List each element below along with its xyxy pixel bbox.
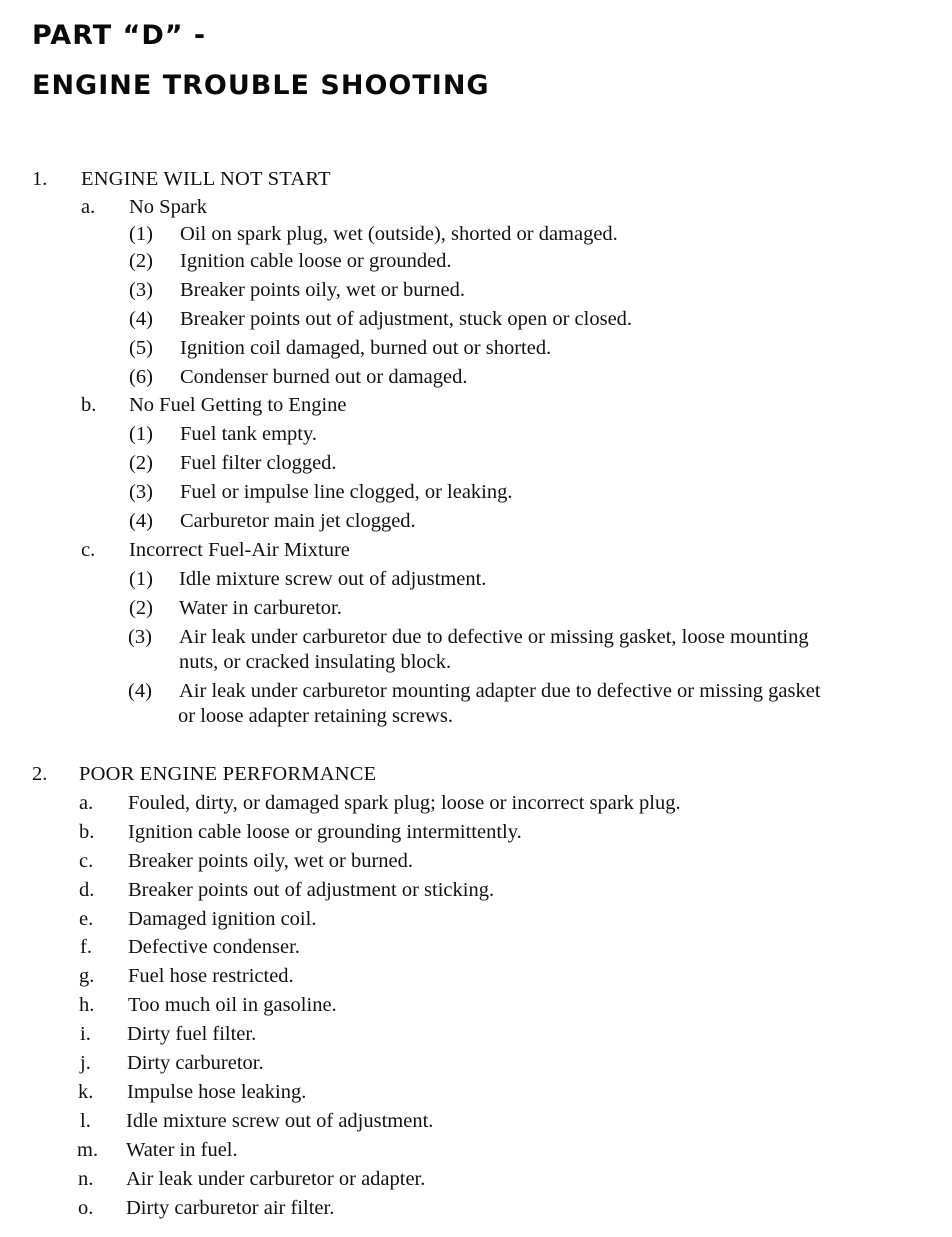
item-letter: f. bbox=[80, 936, 92, 958]
item-text: nuts, or cracked insulating block. bbox=[179, 651, 452, 673]
item-text: Fuel tank empty. bbox=[180, 423, 318, 445]
item-letter: l. bbox=[80, 1110, 91, 1132]
item-text: Air leak under carburetor or adapter. bbox=[126, 1168, 426, 1190]
subsection-letter: a. bbox=[81, 196, 96, 218]
item-text: Condenser burned out or damaged. bbox=[180, 366, 468, 388]
item-text: Impulse hose leaking. bbox=[127, 1081, 307, 1103]
item-number: (2) bbox=[129, 250, 153, 272]
item-number: (2) bbox=[129, 597, 153, 619]
item-text: Fuel or impulse line clogged, or leaking. bbox=[180, 481, 513, 503]
item-letter: c. bbox=[79, 850, 94, 872]
subsection-letter: b. bbox=[81, 394, 97, 416]
item-text: Defective condenser. bbox=[128, 936, 300, 958]
item-text: Breaker points oily, wet or burned. bbox=[128, 850, 414, 872]
item-text: Idle mixture screw out of adjustment. bbox=[126, 1110, 434, 1132]
item-text: Dirty carburetor. bbox=[127, 1052, 264, 1074]
item-text: Breaker points oily, wet or burned. bbox=[180, 279, 466, 301]
item-letter: e. bbox=[79, 908, 94, 930]
item-text: Water in fuel. bbox=[126, 1139, 238, 1161]
item-letter: b. bbox=[79, 821, 95, 843]
item-text: Dirty carburetor air filter. bbox=[126, 1197, 335, 1219]
item-number: (3) bbox=[129, 279, 153, 301]
item-number: (3) bbox=[128, 626, 152, 648]
page-title: ENGINE TROUBLE SHOOTING bbox=[32, 70, 490, 101]
item-number: (1) bbox=[129, 223, 153, 245]
item-letter: a. bbox=[79, 792, 94, 814]
subsection-letter: c. bbox=[81, 539, 96, 561]
item-text: Fuel filter clogged. bbox=[180, 452, 337, 474]
item-letter: n. bbox=[78, 1168, 94, 1190]
item-text: Water in carburetor. bbox=[179, 597, 342, 619]
item-text: Idle mixture screw out of adjustment. bbox=[179, 568, 487, 590]
subsection-title: No Spark bbox=[129, 196, 208, 218]
item-text: Ignition cable loose or grounding intermittently. bbox=[128, 821, 522, 843]
item-letter: o. bbox=[78, 1197, 94, 1219]
item-text: Damaged ignition coil. bbox=[128, 908, 317, 930]
section-title: ENGINE WILL NOT START bbox=[81, 168, 331, 190]
section-number: 1. bbox=[32, 168, 48, 190]
item-text: Ignition cable loose or grounded. bbox=[180, 250, 452, 272]
item-number: (2) bbox=[129, 452, 153, 474]
section-number: 2. bbox=[32, 763, 48, 785]
part-heading: PART “D” - bbox=[32, 20, 207, 51]
subsection-title: No Fuel Getting to Engine bbox=[129, 394, 347, 416]
item-text: Breaker points out of adjustment or sticking. bbox=[128, 879, 495, 901]
item-text: Dirty fuel filter. bbox=[127, 1023, 257, 1045]
item-number: (5) bbox=[129, 337, 153, 359]
item-text: Oil on spark plug, wet (outside), shorted or damaged. bbox=[180, 223, 618, 245]
item-text: Carburetor main jet clogged. bbox=[180, 510, 416, 532]
item-number: (3) bbox=[129, 481, 153, 503]
item-letter: k. bbox=[78, 1081, 94, 1103]
item-letter: h. bbox=[79, 994, 95, 1016]
item-number: (1) bbox=[129, 423, 153, 445]
item-letter: j. bbox=[80, 1052, 91, 1074]
item-letter: g. bbox=[79, 965, 95, 987]
item-number: (4) bbox=[128, 680, 152, 702]
item-number: (4) bbox=[129, 308, 153, 330]
item-text: Air leak under carburetor due to defective or missing gasket, loose mounting bbox=[179, 626, 809, 648]
item-letter: m. bbox=[77, 1139, 99, 1161]
item-text: Air leak under carburetor mounting adapter due to defective or missing gasket bbox=[179, 680, 821, 702]
section-title: POOR ENGINE PERFORMANCE bbox=[79, 763, 377, 785]
item-text: Fuel hose restricted. bbox=[128, 965, 294, 987]
item-number: (1) bbox=[129, 568, 153, 590]
item-text: Too much oil in gasoline. bbox=[128, 994, 337, 1016]
item-number: (6) bbox=[129, 366, 153, 388]
item-text: Ignition coil damaged, burned out or shorted. bbox=[180, 337, 552, 359]
item-letter: i. bbox=[80, 1023, 91, 1045]
item-text: Fouled, dirty, or damaged spark plug; loose or incorrect spark plug. bbox=[128, 792, 681, 814]
item-letter: d. bbox=[79, 879, 95, 901]
item-text: or loose adapter retaining screws. bbox=[178, 705, 453, 727]
item-number: (4) bbox=[129, 510, 153, 532]
item-text: Breaker points out of adjustment, stuck open or closed. bbox=[180, 308, 633, 330]
subsection-title: Incorrect Fuel-Air Mixture bbox=[129, 539, 350, 561]
